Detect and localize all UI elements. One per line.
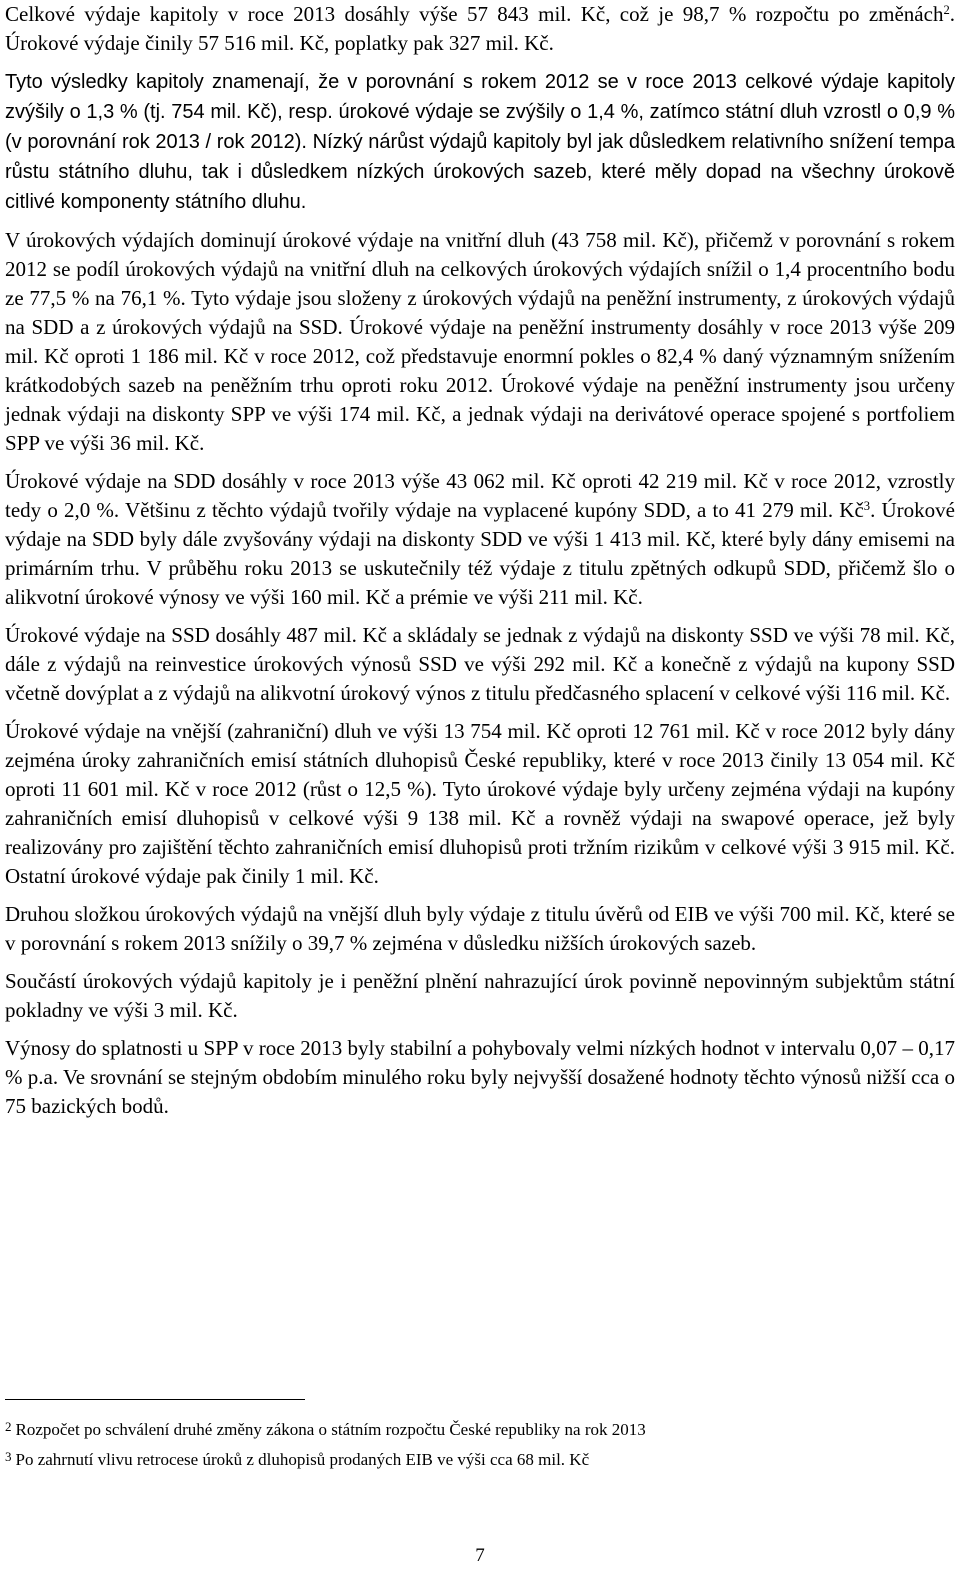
paragraph-internal-debt: V úrokových výdajích dominují úrokové výdaje na vnitřní dluh (43 758 mil. Kč), přičemž v porovnání s rokem 2012 se podíl úrokových výdajů na vnitřní dluh na celkových úrokových výdajích snížil o 1,4 procentního bodu ze 77,5 % na 76,1 %. Tyto výdaje jsou složeny z úrokových výdajů na peněžní instrumenty, z úrokových výdajů na SDD a z úrokových výdajů na SSD. Úrokové výdaje na peněžní instrumenty dosáhly v roce 2013 výše 209 mil. Kč oproti 1 186 mil. Kč v roce 2012, což představuje enormní pokles o 82,4 % daný významným snížením krátkodobých sazeb na peněžním trhu oproti roku 2012. Úrokové výdaje na peněžní instrumenty jsou určeny jednak výdaji na diskonty SPP ve výši 174 mil. Kč, a jednak výdaji na derivátové operace spojené s portfoliem SPP ve výši 36 mil. Kč. xyxy=(5,228,955,455)
footnote-separator xyxy=(5,1399,305,1400)
paragraph-eib: Druhou složkou úrokových výdajů na vnější dluh byly výdaje z titulu úvěrů od EIB ve výši 700 mil. Kč, které se v porovnání s rokem 2013 snížily o 39,7 % zejména v důsledku nižších úrokových sazeb. xyxy=(5,902,955,955)
footnote-2-text: Rozpočet po schválení druhé změny zákona o státním rozpočtu České republiky na rok 2013 xyxy=(15,1420,646,1439)
paragraph-comparison xyxy=(5,67,955,217)
paragraph-ssd: Úrokové výdaje na SSD dosáhly 487 mil. Kč a skládaly se jednak z výdajů na diskonty SSD ve výši 78 mil. Kč, dále z výdajů na reinvestice úrokových výnosů SSD ve výši 292 mil. Kč a konečně z výdajů na kupony SSD včetně dovýplat a z výdajů na alikvotní úrokový výnos z titulu předčasného splacení v celkové výši 116 mil. Kč. xyxy=(5,623,955,705)
paragraph-comparison-text: Tyto výsledky kapitoly znamenají, že v porovnání s rokem 2012 se v roce 2013 celkové výdaje kapitoly zvýšily o 1,3 % (tj. 754 mil. Kč), resp. xyxy=(5,71,955,123)
paragraph-sdd xyxy=(5,467,955,612)
paragraph-comparison-tail: Nízký nárůst výdajů kapitoly byl jak důsledkem relativního snížení tempa růstu státního dluhu, tak i důsledkem nízkých úrokových sazeb, které měly dopad na všechny úrokově citlivé komponenty státního dluhu. xyxy=(5,131,955,213)
footnote-3-text: Po zahrnutí vlivu retrocese úroků z dluhopisů prodaných EIB ve výši cca 68 mil. Kč xyxy=(15,1450,590,1469)
footnote-2-number: 2 xyxy=(5,1419,12,1434)
footnotes xyxy=(5,1413,955,1473)
paragraph-sdd-text-b: . Úrokové výdaje na SDD byly dále zvyšovány výdaji na diskonty SDD ve výši 1 413 mil. Kč, které byly dány emisemi na primárním trhu. V průběhu roku 2013 se uskutečnily též výdaje z titulu zpětných odkupů SDD, přičemž šlo o alikvotní úrokové výnosy ve výši 160 mil. Kč a prémie ve výši 211 mil. Kč. xyxy=(5,498,955,609)
paragraph-summary-text-a: Celkové výdaje kapitoly v roce 2013 dosáhly výše 57 843 mil. Kč, což je 98,7 % rozpočtu po změnách xyxy=(5,2,944,26)
document-body xyxy=(5,0,955,1121)
paragraph-external-debt: Úrokové výdaje na vnější (zahraniční) dluh ve výši 13 754 mil. Kč oproti 12 761 mil. Kč v roce 2012 byly dány zejména úroky zahraničních emisí státních dluhopisů České republiky, které v roce 2013 činily 13 054 mil. Kč oproti 11 601 mil. Kč v roce 2012 (růst o 12,5 %). Tyto úrokové výdaje byly určeny zejména výdaji na kupóny zahraničních emisí dluhopisů v celkové výši 9 138 mil. Kč a rovněž výdaji na swapové operace, jež byly realizovány pro zajištění těchto zahraničních emisí dluhopisů proti tržním rizikům v celkové výši 3 915 mil. Kč. Ostatní úrokové výdaje pak činily 1 mil. Kč. xyxy=(5,719,955,888)
footnote-ref-2: 2 xyxy=(943,3,950,18)
paragraph-sdd-text-a: Úrokové výdaje na SDD dosáhly v roce 2013 výše 43 062 mil. Kč oproti 42 219 mil. Kč v roce 2012, vzrostly tedy o 2,0 %. Většinu z těchto výdajů tvořily výdaje na vyplacené kupóny SDD, a to 41 279 mil. Kč xyxy=(5,469,955,522)
paragraph-spp-yields: Výnosy do splatnosti u SPP v roce 2013 byly stabilní a pohybovaly velmi nízkých hodnot v intervalu 0,07 – 0,17 % p.a. Ve srovnání se stejným obdobím minulého roku byly nejvyšší dosažené hodnoty těchto výnosů nižší cca o 75 bazických bodů. xyxy=(5,1036,955,1118)
paragraph-comparison-highlight: úrokové výdaje se zvýšily o 1,4 %, zatímco státní dluh vzrostl o 0,9 % (v porovnání rok 2013 / rok 2012). xyxy=(5,101,955,153)
footnote-ref-3: 3 xyxy=(863,499,871,514)
paragraph-summary xyxy=(5,0,955,58)
paragraph-summary-text-b: . Úrokové výdaje činily 57 516 mil. Kč, poplatky pak 327 mil. Kč. xyxy=(5,2,955,55)
page-number: 7 xyxy=(475,1545,485,1566)
footnote-3 xyxy=(5,1443,955,1473)
footnote-3-number: 3 xyxy=(5,1449,12,1464)
footnote-2 xyxy=(5,1413,955,1443)
paragraph-treasury: Součástí úrokových výdajů kapitoly je i peněžní plnění nahrazující úrok povinně nepovinným subjektům státní pokladny ve výši 3 mil. Kč. xyxy=(5,969,955,1022)
